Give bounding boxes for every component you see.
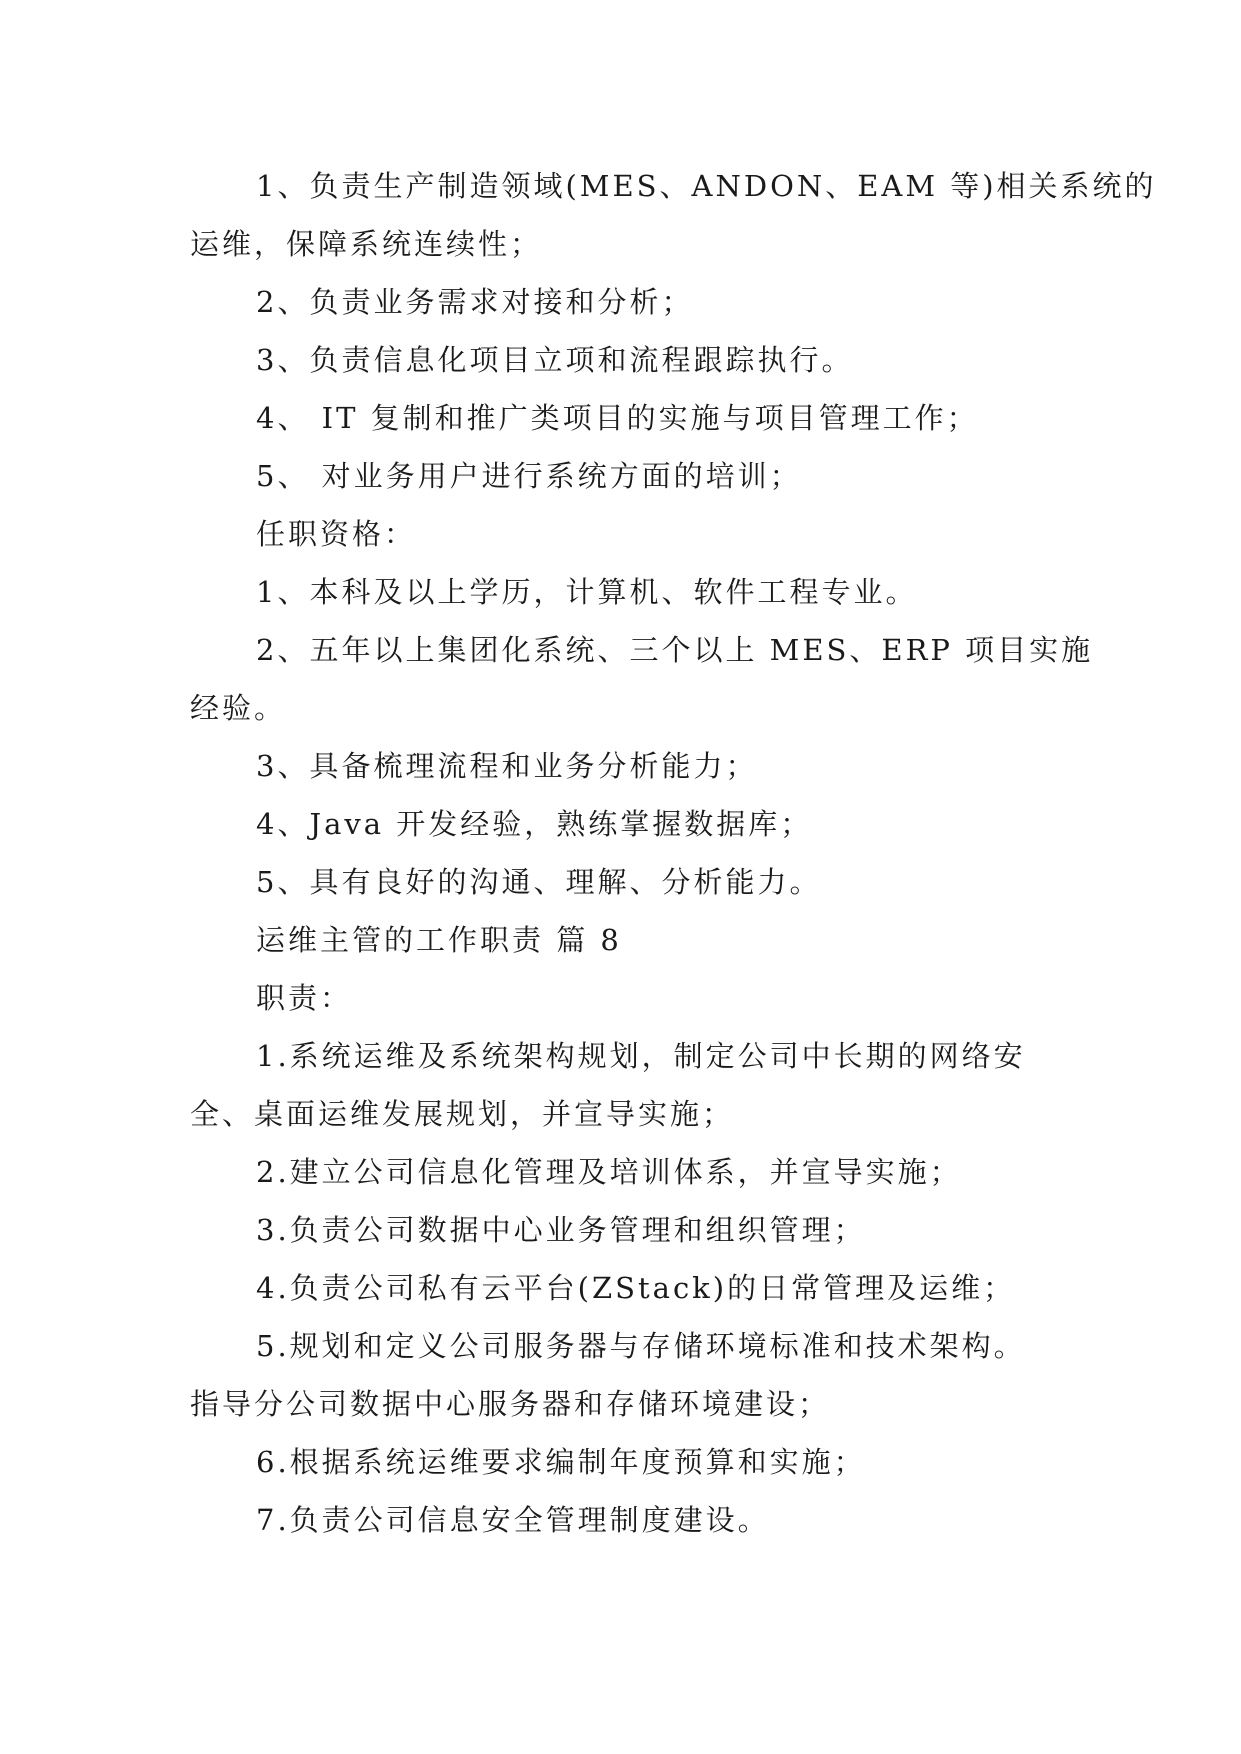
paragraph-line: 5、具有良好的沟通、理解、分析能力。 (256, 865, 822, 899)
paragraph-line: 1、本科及以上学历，计算机、软件工程专业。 (256, 575, 918, 609)
paragraph-line: 4、 IT 复制和推广类项目的实施与项目管理工作； (256, 401, 979, 435)
paragraph-line: 运维，保障系统连续性； (190, 227, 543, 261)
paragraph-line: 4.负责公司私有云平台(ZStack)的日常管理及运维； (256, 1271, 1016, 1305)
paragraph-line: 全、桌面运维发展规划，并宣导实施； (190, 1097, 735, 1131)
section-heading: 任职资格： (256, 517, 417, 551)
paragraph-line: 经验。 (190, 691, 287, 725)
paragraph-line: 2、五年以上集团化系统、三个以上 MES、ERP 项目实施 (256, 633, 1094, 667)
section-title: 运维主管的工作职责 篇 8 (256, 923, 622, 957)
paragraph-line: 3、具备梳理流程和业务分析能力； (256, 749, 758, 783)
paragraph-line: 2、负责业务需求对接和分析； (256, 285, 694, 319)
paragraph-line: 5.规划和定义公司服务器与存储环境标准和技术架构。 (256, 1329, 1026, 1363)
paragraph-line: 4、Java 开发经验，熟练掌握数据库； (256, 807, 813, 841)
paragraph-line: 3、负责信息化项目立项和流程跟踪执行。 (256, 343, 854, 377)
paragraph-line: 7.负责公司信息安全管理制度建设。 (256, 1503, 770, 1537)
paragraph-line: 5、 对业务用户进行系统方面的培训； (256, 459, 802, 493)
paragraph-line: 1.系统运维及系统架构规划，制定公司中长期的网络安 (256, 1039, 1026, 1073)
section-heading: 职责： (256, 981, 353, 1015)
paragraph-line: 3.负责公司数据中心业务管理和组织管理； (256, 1213, 866, 1247)
paragraph-line: 指导分公司数据中心服务器和存储环境建设； (190, 1387, 831, 1421)
paragraph-line: 6.根据系统运维要求编制年度预算和实施； (256, 1445, 866, 1479)
paragraph-line: 2.建立公司信息化管理及培训体系，并宣导实施； (256, 1155, 962, 1189)
paragraph-line: 1、负责生产制造领域(MES、ANDON、EAM 等)相关系统的 (256, 169, 1157, 203)
